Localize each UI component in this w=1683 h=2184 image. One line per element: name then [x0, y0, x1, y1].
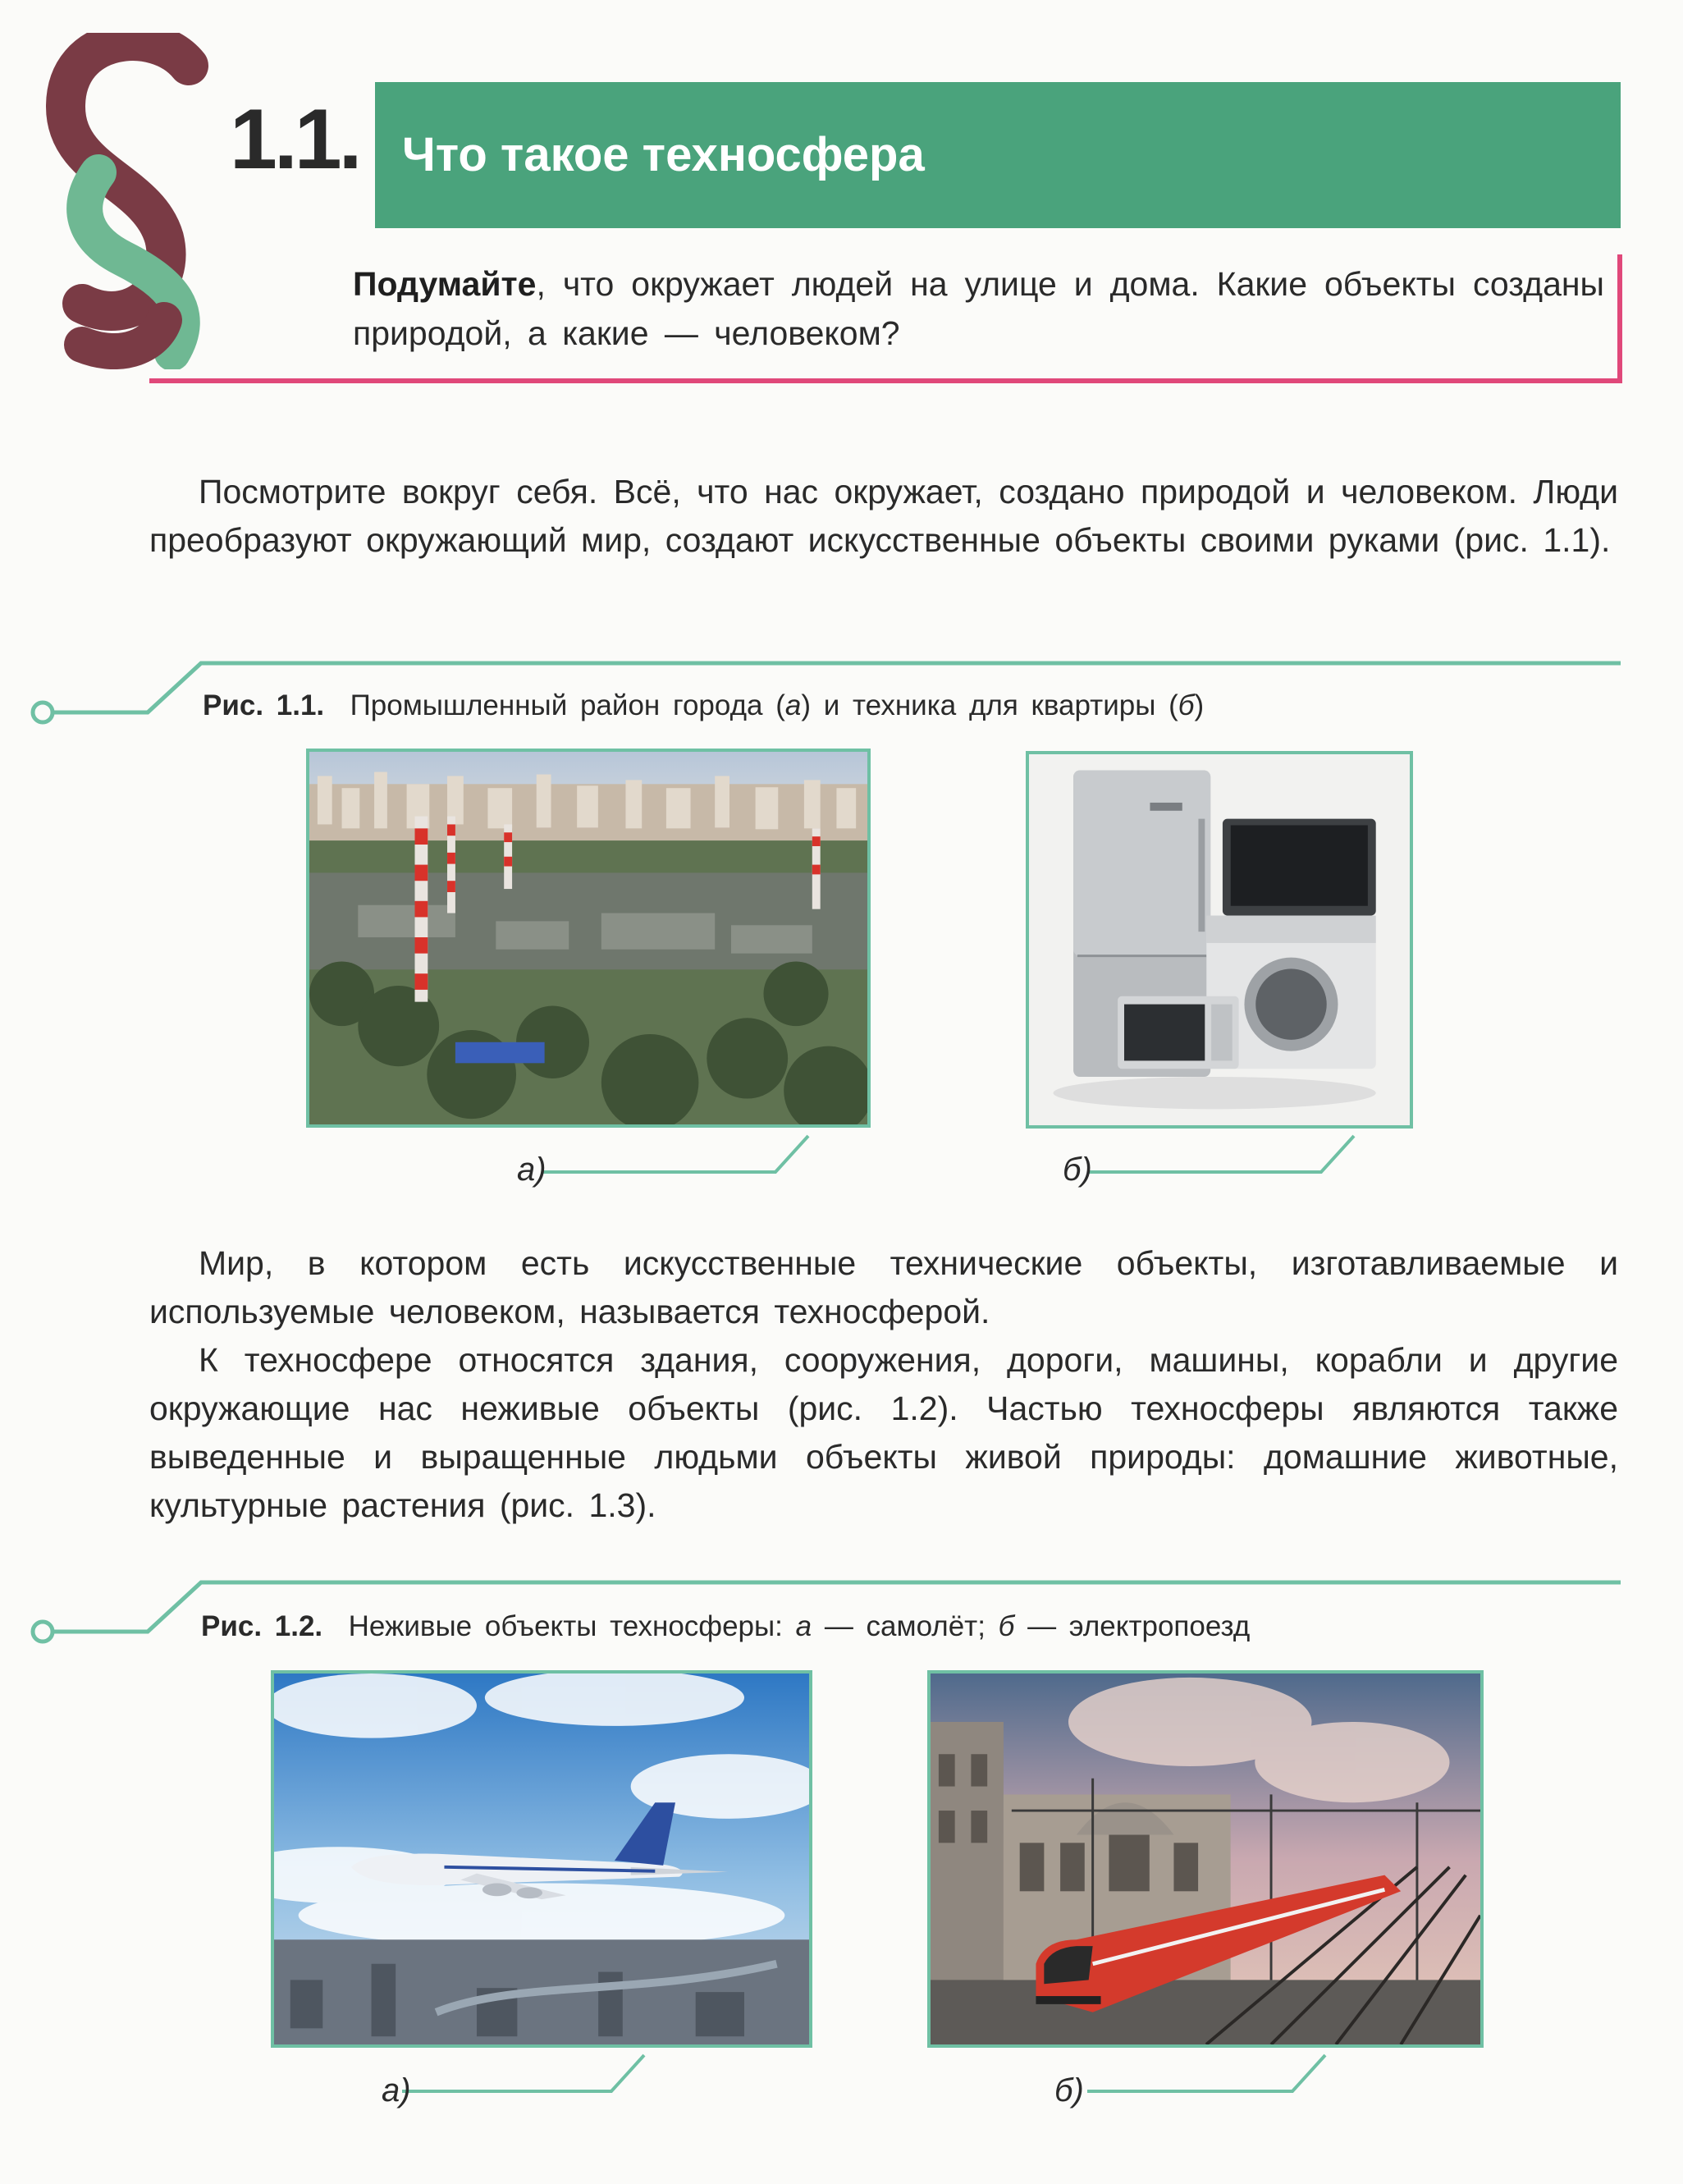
figure-2-caption-text-2: — самолёт;: [812, 1610, 999, 1642]
figure-2b-leader-line: [1087, 2052, 1366, 2101]
section-title: Что такое техносфера: [402, 128, 925, 181]
paragraph-block-technosphere: [149, 1239, 1618, 1530]
figure-1b-label: б): [1063, 1152, 1092, 1188]
paragraph-2: Мир, в котором есть искусственные технические объекты, изготавливаемые и используемые человеком, называется техносферой.: [149, 1244, 1618, 1330]
paragraph-intro: [149, 468, 1618, 565]
figure-1a-leader-line: [542, 1133, 821, 1182]
section-sign-icon: [33, 33, 222, 369]
think-box-lead: Подумайте: [353, 265, 537, 303]
figure-1-caption-a: а: [784, 689, 802, 721]
figure-1-caption: [203, 691, 1204, 720]
figure-1-caption-text-2: ) и техника для квартиры (: [801, 689, 1178, 721]
figure-2-label: Рис. 1.2.: [201, 1610, 323, 1642]
electric-train-photo: [927, 1670, 1484, 2048]
think-box-text: [353, 259, 1604, 358]
figure-2a-label: а): [382, 2072, 411, 2108]
figure-1a-label: а): [517, 1152, 547, 1188]
think-box-border-right: [1617, 254, 1622, 383]
section-number: 1.1.: [230, 92, 359, 187]
figure-1b-leader-line: [1087, 1133, 1366, 1182]
figure-1-caption-text-3: ): [1194, 689, 1205, 721]
figure-2b-label: б): [1054, 2072, 1084, 2108]
home-appliances-photo: [1026, 751, 1413, 1129]
figure-2-caption-b: б: [998, 1610, 1015, 1642]
think-box-question: , что окружает людей на улице и дома. Какие объекты созданы природой, а какие — человеком?: [353, 265, 1604, 352]
think-box-border-bottom: [149, 378, 1622, 383]
industrial-district-photo: [306, 749, 871, 1128]
figure-1-label: Рис. 1.1.: [203, 689, 325, 721]
figure-1-caption-text-1: Промышленный район города (: [350, 689, 785, 721]
figure-2-caption-text-3: — электропоезд: [1014, 1610, 1251, 1642]
figure-1-caption-b: б: [1178, 689, 1195, 721]
figure-2-caption: [201, 1612, 1250, 1641]
paragraph-1: Посмотрите вокруг себя. Всё, что нас окружает, создано природой и человеком. Люди преобразуют окружающий мир, создают искусственные объекты своими руками (рис. 1.1).: [149, 473, 1618, 559]
figure-2-caption-text-1: Неживые объекты техносферы:: [348, 1610, 796, 1642]
figure-2a-leader-line: [402, 2052, 681, 2101]
paragraph-3: К техносфере относятся здания, сооружения, дороги, машины, корабли и другие окружающие нас неживые объекты (рис. 1.2). Частью техносферы являются также выведенные и выращенные людьми объекты живой природы: домашние животные, культурные растения (рис. 1.3).: [149, 1341, 1618, 1524]
airplane-photo: [271, 1670, 812, 2048]
figure-2-caption-a: а: [795, 1610, 812, 1642]
